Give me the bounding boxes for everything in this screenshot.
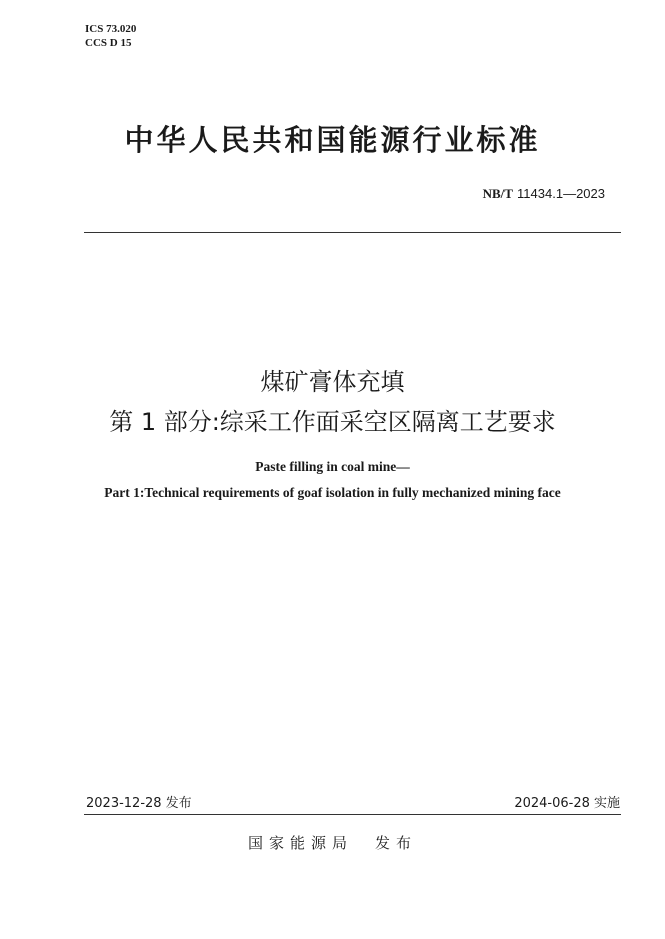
- issuing-organization: 国家能源局: [247, 834, 353, 852]
- standard-category-title: 中华人民共和国能源行业标准: [124, 123, 541, 157]
- classification-codes: [85, 22, 136, 50]
- english-title-line-2: Part 1:Technical requirements of goaf isolation in fully mechanized mining face: [104, 485, 561, 500]
- bottom-divider: [84, 814, 621, 815]
- issuing-action: 发布: [375, 834, 418, 852]
- issue-date: 2023-12-28 发布: [86, 796, 192, 811]
- top-divider: [84, 232, 621, 233]
- implementation-date: 2024-06-28 实施: [514, 796, 620, 811]
- english-title-line-1: Paste filling in coal mine—: [255, 459, 410, 474]
- standard-code-prefix: NB/T: [482, 186, 513, 201]
- issuer-line: [0, 832, 665, 853]
- standard-code: [483, 186, 605, 202]
- chinese-title-line-1: 煤矿膏体充填: [260, 368, 405, 396]
- ccs-code: CCS D 15: [85, 37, 132, 49]
- standard-code-number: 11434.1—2023: [517, 186, 605, 201]
- chinese-title-line-2: 第 1 部分:综采工作面采空区隔离工艺要求: [109, 408, 556, 436]
- ics-code: ICS 73.020: [85, 23, 137, 35]
